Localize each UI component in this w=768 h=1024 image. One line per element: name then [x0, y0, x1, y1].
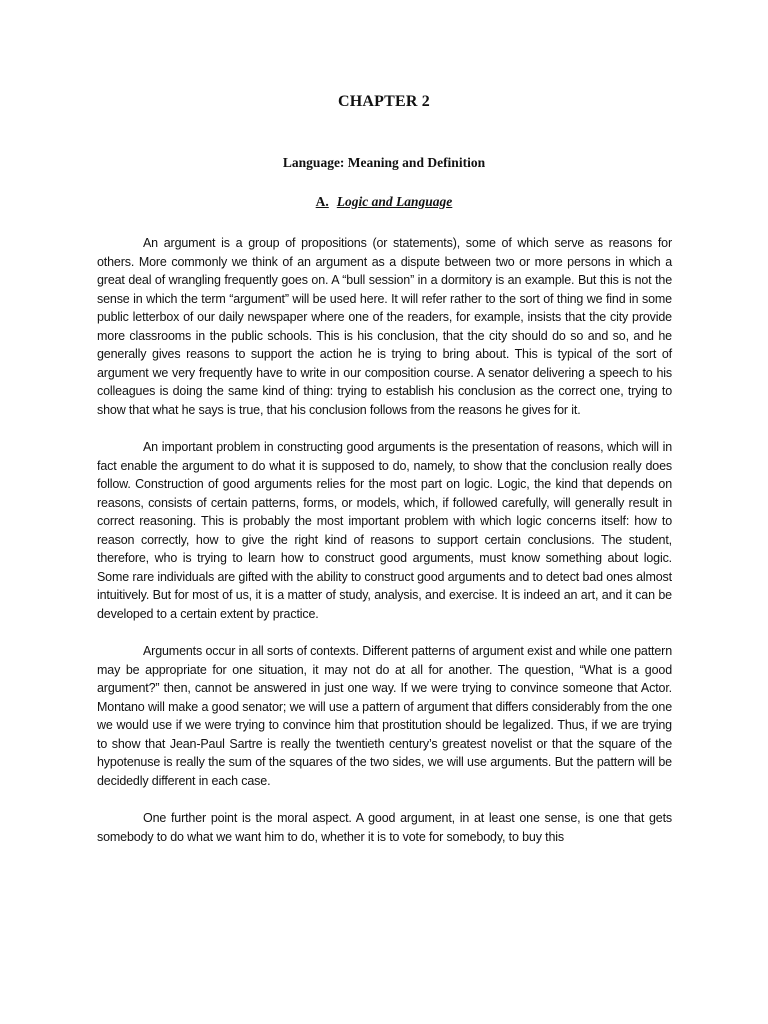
- subsection-name: Logic and Language: [336, 194, 453, 209]
- body-text: [97, 234, 672, 865]
- subsection-heading: [316, 194, 453, 209]
- paragraph: An argument is a group of propositions (or statements), some of which serve as reasons for others. More commonly we think of an argument as a dispute between two or more persons in which a great deal of wrangling frequently goes on. A “bull session” in a dormitory is an example. But this is not the sense in which the term “argument” will be used here. It will refer rather to the sort of thing we find in some public letterbox of our daily newspaper where one of the readers, for example, insists that the city provide more classrooms in the public schools. This is his conclusion, that the city should do so and so, and he generally gives reasons to support the action he is trying to bring about. This is typical of the sort of argument we very frequently have to write in our composition course. A senator delivering a speech to his colleagues is doing the same kind of thing: trying to establish his conclusion as the correct one, trying to show that what he says is true, that his conclusion follows from the reasons he gives for it.: [97, 236, 672, 417]
- paragraph: One further point is the moral aspect. A good argument, in at least one sense, is one that gets somebody to do what we want him to do, whether it is to vote for somebody, to buy this: [97, 810, 672, 844]
- subsection-title: [0, 194, 768, 210]
- section-title: Language: Meaning and Definition: [282, 155, 486, 170]
- chapter-title: CHAPTER 2: [337, 93, 431, 110]
- paragraph: An important problem in constructing good arguments is the presentation of reasons, which will in fact enable the argument to do what it is supposed to do, namely, to show that the conclusion really does follow. Construction of good arguments relies for the most part on logic. Logic, the kind that depends on reasons, consists of certain patterns, forms, or models, which, if followed carefully, will generally result in correct reasoning. This is probably the most important problem with which logic concerns itself: how to reason correctly, how to give the right kind of reasons to support certain conclusions. The student, therefore, who is trying to learn how to construct good arguments, must know something about logic. Some rare individuals are gifted with the ability to construct good arguments and to detect bad ones almost intuitively. But for most of us, it is a matter of study, analysis, and exercise. It is indeed an art, and it can be developed to a certain extent by practice.: [97, 440, 672, 621]
- subsection-letter: A.: [315, 194, 329, 209]
- paragraph: Arguments occur in all sorts of contexts. Different patterns of argument exist and while one pattern may be appropriate for one situation, it may not do at all for another. The question, “What is a good argument?” then, cannot be answered in just one way. If we were trying to convince someone that Actor. Montano will make a good senator; we will use a pattern of argument that differs considerably from the one we would use if we were trying to convince him that prostitution should be legalized. Thus, if we are trying to show that Jean-Paul Sartre is really the twentieth century’s greatest novelist or that the square of the hypotenuse is really the sum of the squares of the two sides, we will use arguments. But the pattern will be decidedly different in each case.: [97, 644, 672, 788]
